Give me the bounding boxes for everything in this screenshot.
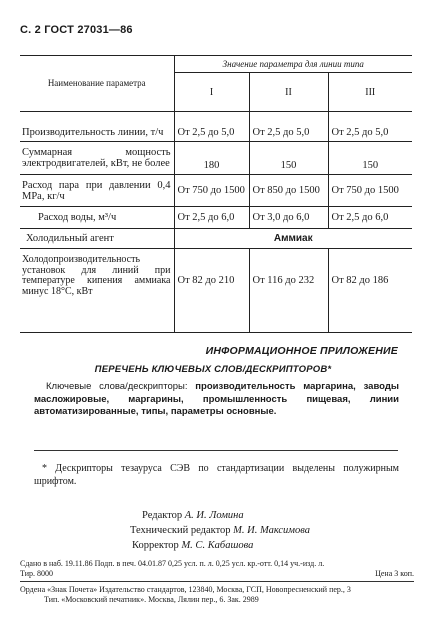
- cell-value: От 750 до 1500: [174, 175, 249, 207]
- keywords-paragraph: [34, 381, 399, 419]
- column-header-parameter-name: Наименование параметра: [20, 56, 174, 112]
- cell-value: От 850 до 1500: [249, 175, 328, 207]
- cell-value: От 82 до 186: [328, 249, 412, 333]
- cell-value: От 2,5 до 5,0: [249, 112, 328, 142]
- row-name-power: Суммарная мощность электродвигателей, кВт, не более: [20, 142, 174, 175]
- cell-merged-refrigerant: Аммиак: [174, 229, 412, 249]
- table-row: [20, 112, 412, 142]
- row-name-productivity: Производительность линии, т/ч: [20, 112, 174, 142]
- table-row: [20, 249, 412, 333]
- page-header: С. 2 ГОСТ 27031—86: [20, 24, 133, 36]
- pub-line-4: Тип. «Московский печатник». Москва, Лялин пер., 6. Зак. 2989: [44, 594, 259, 604]
- cell-value: От 2,5 до 6,0: [328, 207, 412, 229]
- cell-value: От 2,5 до 6,0: [174, 207, 249, 229]
- table-row: [20, 229, 412, 249]
- credit-role: Корректор: [132, 540, 179, 551]
- credit-name: А. И. Ломина: [184, 510, 244, 521]
- cell-value: 150: [249, 142, 328, 175]
- appendix-title: ИНФОРМАЦИОННОЕ ПРИЛОЖЕНИЕ: [205, 345, 398, 357]
- pub-line-1: Сдано в наб. 19.11.86 Подп. в печ. 04.01.87 0,25 усл. п. л. 0,25 усл. кр.-отт. 0,14 уч.-изд. л.: [20, 559, 325, 568]
- credit-tech-editor: [130, 523, 420, 538]
- cell-value: От 116 до 232: [249, 249, 328, 333]
- parameters-table: [20, 55, 412, 333]
- column-header-type-2: II: [249, 73, 328, 112]
- cell-value: От 2,5 до 5,0: [174, 112, 249, 142]
- pub-divider: [20, 581, 414, 582]
- credit-role: Технический редактор: [130, 525, 231, 536]
- credit-editor: [130, 508, 420, 523]
- column-header-type-3: III: [328, 73, 412, 112]
- table-row: [20, 175, 412, 207]
- table-row: [20, 142, 412, 175]
- cell-value: От 750 до 1500: [328, 175, 412, 207]
- credits-block: [130, 508, 420, 553]
- keywords-list-title: ПЕРЕЧЕНЬ КЛЮЧЕВЫХ СЛОВ/ДЕСКРИПТОРОВ*: [94, 364, 332, 375]
- credit-proofreader: [130, 538, 420, 553]
- column-header-type-1: I: [174, 73, 249, 112]
- cell-value: От 82 до 210: [174, 249, 249, 333]
- row-name-refrigerant: Холодильный агент: [20, 229, 174, 249]
- keywords-bold-text: производительность маргарина, заводы масложировые, маргарины, промышленность пищевая, линии автоматизированные, типы, параметры основные.: [34, 381, 399, 417]
- cell-value: От 3,0 до 6,0: [249, 207, 328, 229]
- table-header-row: [20, 56, 412, 73]
- row-name-steam: Расход пара при давлении 0,4 MPa, кг/ч: [20, 175, 174, 207]
- column-group-header: Значение параметра для линии типа: [174, 56, 412, 73]
- footnote-divider: [34, 450, 398, 451]
- publication-info: [20, 559, 414, 604]
- row-name-water: Расход воды, м³/ч: [20, 207, 174, 229]
- cell-value: 180: [174, 142, 249, 175]
- credit-role: Редактор: [142, 510, 183, 521]
- pub-line-3: Ордена «Знак Почета» Издательство стандартов, 123840, Москва, ГСП, Новопресненский пер., 3: [20, 585, 351, 594]
- pub-price: Цена 3 коп.: [375, 568, 414, 578]
- footnote: * Дескрипторы тезауруса СЭВ по стандартизации выделены полужирным шрифтом.: [34, 463, 399, 487]
- cell-value: От 2,5 до 5,0: [328, 112, 412, 142]
- row-name-cooling-capacity: Холодопроизводительность установок для линий при температуре кипения аммиака минус 18°С, кВт: [20, 249, 174, 333]
- credit-name: М. С. Кабашова: [181, 540, 254, 551]
- credit-name: М. И. Максимова: [233, 525, 310, 536]
- pub-line-2: [20, 569, 414, 579]
- keywords-lead: Ключевые слова/дескрипторы:: [46, 381, 188, 392]
- table-row: [20, 207, 412, 229]
- pub-circulation: Тир. 8000: [20, 568, 53, 578]
- cell-value: 150: [328, 142, 412, 175]
